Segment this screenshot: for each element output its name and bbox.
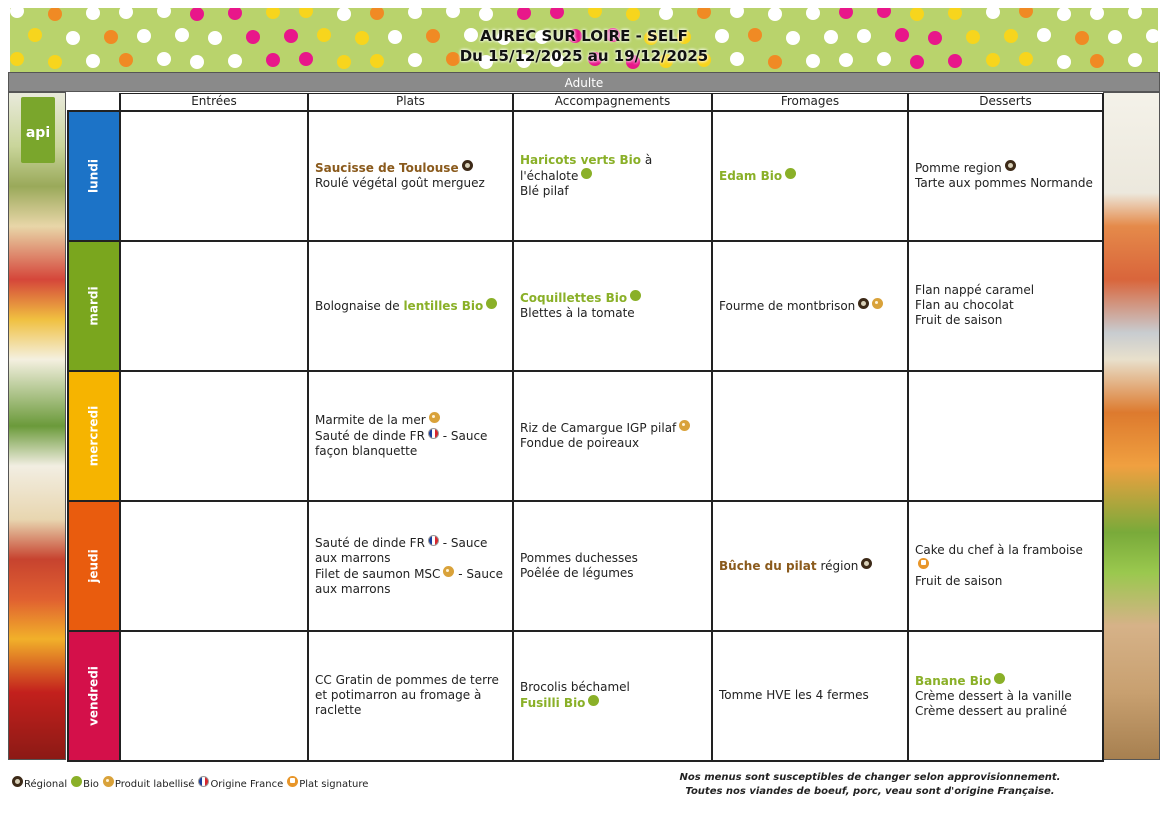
menu-item <box>915 689 1096 704</box>
menu-cell-desserts <box>908 501 1103 631</box>
menu-item <box>915 313 1096 328</box>
column-header-fromages: Fromages <box>712 94 908 111</box>
menu-item <box>915 543 1096 574</box>
menu-item-text: CC Gratin de pommes de terre et potimarron au fromage à raclette <box>315 673 499 717</box>
menu-item-text: Crème dessert à la vanille <box>915 688 1072 703</box>
column-header-desserts: Desserts <box>908 94 1103 111</box>
legend-label: Bio <box>83 779 99 790</box>
menu-item-text: Bûche du pilat <box>719 558 817 573</box>
menu-item <box>719 168 901 184</box>
menu-item <box>315 428 506 459</box>
banner-dot <box>517 8 531 20</box>
banner-dot <box>1090 8 1104 20</box>
banner-dot <box>550 8 564 19</box>
menu-item <box>315 298 506 314</box>
menu-item-text: Roulé végétal goût merguez <box>315 176 485 190</box>
menu-cell-plats <box>308 111 513 241</box>
menu-item-text: Sauté de dinde FR <box>315 429 425 443</box>
note-line: Toutes nos viandes de boeuf, porc, veau sont d'origine Française. <box>685 786 1055 797</box>
side-photo-right <box>1103 92 1160 760</box>
labellise-icon <box>443 566 454 577</box>
menu-item <box>520 695 705 711</box>
banner-dot <box>730 8 744 18</box>
labellise-icon <box>429 412 440 423</box>
day-row-lundi <box>68 111 1103 241</box>
banner-dot <box>659 8 673 20</box>
menu-item <box>315 412 506 428</box>
bio-icon <box>581 168 592 179</box>
menu-item-text: Tarte aux pommes Normande <box>915 176 1093 190</box>
menu-item-text: Crème dessert au praliné <box>915 703 1067 718</box>
regional-icon <box>462 160 473 171</box>
day-row-vendredi <box>68 631 1103 761</box>
menu-item-suffix: - Sauce aux marrons <box>315 535 488 565</box>
corner-cell <box>68 94 120 111</box>
menu-item-text: Banane Bio <box>915 673 992 688</box>
banner-dot <box>119 8 133 19</box>
banner-dot <box>768 8 782 21</box>
legend-item <box>103 779 195 790</box>
banner-dot <box>1057 8 1071 21</box>
menu-item-text: Coquillettes Bio <box>520 291 628 305</box>
menu-item <box>520 420 705 436</box>
menu-item <box>719 688 901 703</box>
menu-cell-entrees <box>120 631 308 761</box>
menu-item <box>915 673 1096 689</box>
day-cell <box>68 501 120 631</box>
banner-dot <box>1019 8 1033 18</box>
day-label: mardi <box>86 285 101 326</box>
menu-cell-entrees <box>120 111 308 241</box>
column-header-plats: Plats <box>308 94 513 111</box>
menu-cell-desserts <box>908 631 1103 761</box>
bio-icon <box>630 290 641 301</box>
menu-item-text: Fruit de saison <box>915 573 1003 588</box>
banner-dot <box>626 8 640 21</box>
day-cell <box>68 371 120 501</box>
api-logo: api <box>21 97 55 163</box>
menu-item <box>315 566 506 597</box>
menu-item-text: Cake du chef à la framboise <box>915 542 1083 557</box>
banner-dot <box>408 8 422 19</box>
menu-item-text: Flan nappé caramel <box>915 283 1035 297</box>
menu-item-text: Blettes à la tomate <box>520 306 635 320</box>
side-photo-left <box>8 92 66 760</box>
day-label: jeudi <box>86 548 101 583</box>
menu-item-text: Tomme HVE les 4 fermes <box>719 688 869 702</box>
column-header-entrees: Entrées <box>120 94 308 111</box>
banner-dot <box>228 8 242 20</box>
banner-dot <box>479 8 493 21</box>
menu-header-row <box>68 94 1103 111</box>
menu-item <box>315 176 506 191</box>
legend-label: Plat signature <box>299 779 369 790</box>
origine-france-icon <box>428 535 439 546</box>
menu-title: AUREC SUR LOIRE - SELF <box>480 27 688 45</box>
menu-item-text: Bolognaise de <box>315 298 404 313</box>
menu-item-suffix: - Sauce aux marrons <box>315 566 503 596</box>
day-label: vendredi <box>86 665 101 726</box>
menu-cell-plats <box>308 631 513 761</box>
menu-item <box>915 160 1096 176</box>
menu-item-text: Fusilli Bio <box>520 696 586 710</box>
menu-item <box>520 551 705 566</box>
menu-item-text: Marmite de la mer <box>315 413 426 427</box>
menu-cell-entrees <box>120 241 308 371</box>
note-line: Nos menus sont susceptibles de changer selon approvisionnement. <box>679 772 1061 783</box>
menu-item <box>315 535 506 566</box>
banner-dot <box>370 8 384 20</box>
day-cell <box>68 111 120 241</box>
legend <box>12 776 372 790</box>
menu-item <box>915 574 1096 589</box>
legend-item <box>198 779 283 790</box>
menu-item-text: à l'échalote <box>520 152 653 183</box>
day-label: mercredi <box>86 405 101 466</box>
menu-item-text: Haricots verts Bio <box>520 152 642 167</box>
menu-cell-plats <box>308 241 513 371</box>
legend-label: Produit labellisé <box>114 779 195 790</box>
regional-icon <box>861 558 872 569</box>
menu-item <box>915 283 1096 298</box>
banner-dot <box>588 8 602 18</box>
day-cell <box>68 241 120 371</box>
origine-france-icon <box>428 428 439 439</box>
banner-dot <box>986 8 1000 19</box>
banner-dot <box>48 8 62 21</box>
header-title-block <box>10 26 1158 66</box>
banner-dot <box>948 8 962 20</box>
regional-icon <box>1005 160 1016 171</box>
menu-item <box>315 160 506 176</box>
menu-item-text: Flan au chocolat <box>915 298 1014 312</box>
bio-icon <box>994 673 1005 684</box>
banner-dot <box>446 8 460 18</box>
banner-dot <box>910 8 924 21</box>
menu-cell-entrees <box>120 371 308 501</box>
menu-cell-desserts <box>908 241 1103 371</box>
legend-label: Origine France <box>210 779 284 790</box>
day-cell <box>68 631 120 761</box>
audience-bar: Adulte <box>8 72 1160 92</box>
signature-icon <box>287 776 298 787</box>
menu-item-suffix: - Sauce façon blanquette <box>315 429 488 458</box>
menu-cell-accompagnements <box>513 631 712 761</box>
banner-dot <box>839 8 853 19</box>
menu-cell-fromages <box>712 241 908 371</box>
signature-icon <box>918 558 929 569</box>
menu-item <box>915 176 1096 191</box>
menu-table <box>67 93 1104 762</box>
legend-item <box>12 779 67 790</box>
menu-item <box>520 680 705 695</box>
menu-cell-accompagnements <box>513 501 712 631</box>
labellise-icon <box>103 776 114 787</box>
banner-dot <box>10 8 24 18</box>
origine-france-icon <box>198 776 209 787</box>
banner-dot <box>86 8 100 20</box>
menu-item-text: Riz de Camargue IGP pilaf <box>520 421 677 435</box>
menu-item-text: Fruit de saison <box>915 313 1003 327</box>
menu-period: Du 15/12/2025 au 19/12/2025 <box>459 47 709 65</box>
menu-item-text: Blé pilaf <box>520 183 569 198</box>
menu-cell-fromages <box>712 371 908 501</box>
menu-cell-accompagnements <box>513 111 712 241</box>
menu-item <box>520 184 705 199</box>
bio-icon <box>71 776 82 787</box>
menu-item <box>719 298 901 314</box>
menu-item-text: Sauté de dinde FR <box>315 535 425 550</box>
bio-icon <box>588 695 599 706</box>
day-label: lundi <box>86 158 101 193</box>
header-banner <box>10 8 1158 72</box>
day-row-mercredi <box>68 371 1103 501</box>
labellise-icon <box>872 298 883 309</box>
menu-cell-fromages <box>712 631 908 761</box>
banner-dot <box>190 8 204 21</box>
menu-item <box>719 558 901 574</box>
banner-dot <box>877 8 891 18</box>
menu-item <box>520 436 705 451</box>
menu-item-text: région <box>816 558 859 573</box>
menu-item-text: Fondue de poireaux <box>520 436 640 450</box>
menu-notes <box>660 771 1080 799</box>
banner-dot <box>337 8 351 21</box>
day-row-jeudi <box>68 501 1103 631</box>
menu-item <box>915 704 1096 719</box>
labellise-icon <box>679 420 690 431</box>
menu-cell-desserts <box>908 111 1103 241</box>
menu-item <box>520 566 705 581</box>
menu-cell-accompagnements <box>513 241 712 371</box>
banner-dot <box>806 8 820 20</box>
banner-dot <box>299 8 313 18</box>
legend-label: Régional <box>24 779 68 790</box>
menu-cell-entrees <box>120 501 308 631</box>
menu-item-text: Pommes duchesses <box>520 550 638 565</box>
bio-icon <box>785 168 796 179</box>
menu-item-text: Fourme de montbrison <box>719 298 856 313</box>
menu-item-text: Edam Bio <box>719 168 783 183</box>
banner-dot <box>157 8 171 18</box>
legend-item <box>287 779 368 790</box>
menu-item-text: Pomme region <box>915 161 1002 175</box>
day-row-mardi <box>68 241 1103 371</box>
menu-item <box>520 290 705 306</box>
column-header-accompagnements: Accompagnements <box>513 94 712 111</box>
menu-item-text: Poêlée de légumes <box>520 565 634 580</box>
menu-cell-accompagnements <box>513 371 712 501</box>
banner-dot <box>697 8 711 19</box>
menu-item-text: Saucisse de Toulouse <box>315 161 459 175</box>
menu-item-text: Brocolis béchamel <box>520 680 630 694</box>
menu-item <box>520 306 705 321</box>
banner-dot <box>266 8 280 19</box>
regional-icon <box>858 298 869 309</box>
menu-item <box>520 153 705 184</box>
menu-item <box>315 673 506 718</box>
menu-item-text: Filet de saumon MSC <box>315 566 441 581</box>
banner-dot <box>1128 8 1142 19</box>
bio-icon <box>486 298 497 309</box>
menu-cell-plats <box>308 371 513 501</box>
legend-item <box>71 779 99 790</box>
menu-cell-desserts <box>908 371 1103 501</box>
menu-cell-fromages <box>712 501 908 631</box>
menu-item <box>915 298 1096 313</box>
menu-cell-plats <box>308 501 513 631</box>
regional-icon <box>12 776 23 787</box>
menu-item-text: lentilles Bio <box>403 298 484 313</box>
menu-cell-fromages <box>712 111 908 241</box>
